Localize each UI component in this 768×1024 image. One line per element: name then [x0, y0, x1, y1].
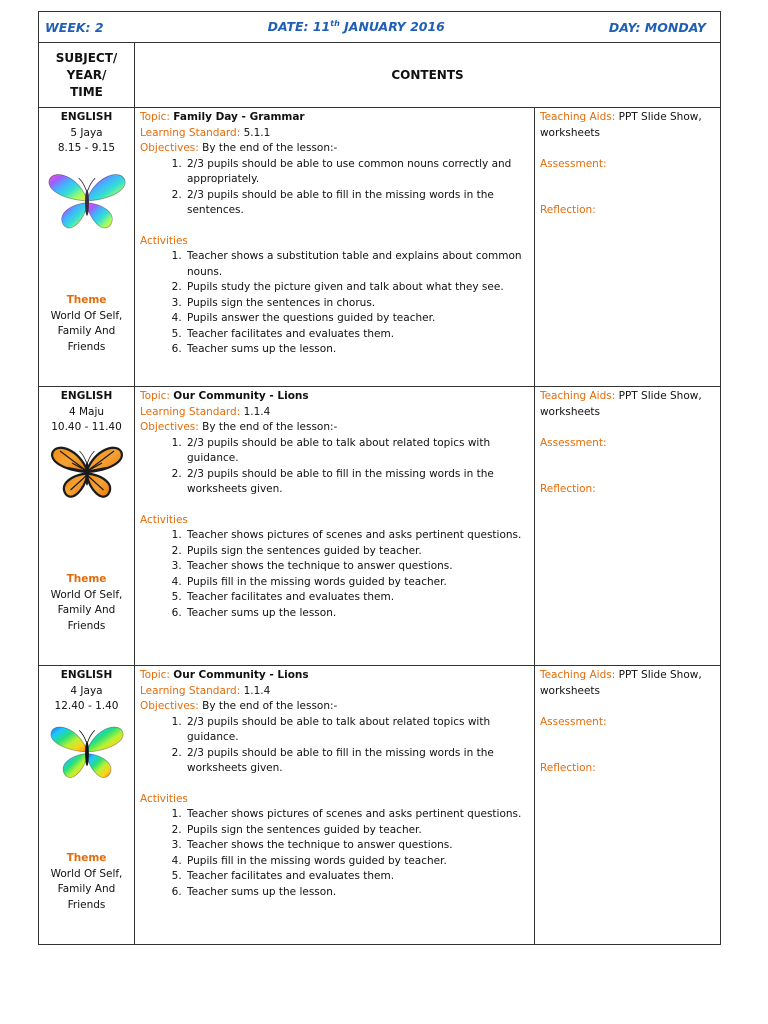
reflection-label: Reflection:: [539, 204, 596, 216]
week-label: WEEK: 2: [45, 19, 104, 35]
teaching-aids-line: Teaching Aids: PPT Slide Show, worksheets: [539, 669, 702, 697]
objective-item: 1. 2/3 pupils should be able to talk about related topics with guidance.: [185, 715, 529, 746]
activities-label: Activities: [140, 792, 188, 805]
objectives-list: [140, 157, 529, 219]
activity-item: 2. Pupils study the picture given and talk about what they see.: [185, 280, 529, 296]
lesson-row-2: [39, 387, 721, 666]
teaching-aids-line: Teaching Aids: PPT Slide Show, worksheets: [539, 111, 702, 139]
class-name: 4 Jaya: [70, 684, 103, 697]
lesson-subject-cell: [39, 387, 134, 665]
teaching-aids-line: Teaching Aids: PPT Slide Show, worksheets: [539, 390, 702, 418]
theme-label: Theme: [66, 852, 107, 864]
assessment-label: Assessment:: [539, 715, 607, 728]
subject-name: ENGLISH: [60, 390, 113, 402]
class-name: 5 Jaya: [70, 126, 103, 139]
activities-list: [140, 528, 529, 621]
lesson-notes-cell: [535, 108, 720, 219]
activity-item: 5. Teacher facilitates and evaluates them.: [185, 590, 529, 606]
lesson-time: 10.40 - 11.40: [51, 421, 122, 433]
gradient-butterfly-icon: [42, 721, 132, 783]
lesson-rows: [39, 108, 721, 945]
activity-item: 6. Teacher sums up the lesson.: [185, 342, 529, 358]
date-label: DATE: 11th JANUARY 2016: [267, 19, 445, 35]
class-name: 4 Maju: [68, 405, 105, 418]
objective-item: 1. 2/3 pupils should be able to use common nouns correctly and appropriately.: [185, 157, 529, 188]
objectives-line: Objectives: By the end of the lesson:-: [140, 700, 338, 712]
learning-standard-line: Learning Standard: 1.1.4: [140, 684, 271, 697]
lesson-time: 8.15 - 9.15: [57, 142, 116, 154]
activities-label: Activities: [140, 513, 188, 526]
theme-block: Theme World Of Self, Family And Friends: [39, 851, 134, 913]
objectives-line: Objectives: By the end of the lesson:-: [140, 142, 338, 154]
activity-item: 1. Teacher shows pictures of scenes and asks pertinent questions.: [185, 528, 529, 544]
learning-standard-line: Learning Standard: 5.1.1: [140, 126, 271, 139]
activity-item: 5. Teacher facilitates and evaluates them.: [185, 327, 529, 343]
lesson-plan-table: [38, 11, 721, 945]
subject-name: ENGLISH: [60, 111, 113, 123]
activity-item: 4. Pupils answer the questions guided by teacher.: [185, 311, 529, 327]
monarch-butterfly-icon: [44, 442, 130, 502]
topic-line: Topic: Family Day - Grammar: [140, 111, 305, 123]
activity-item: 3. Pupils sign the sentences in chorus.: [185, 296, 529, 312]
theme-label: Theme: [66, 294, 107, 306]
activity-item: 2. Pupils sign the sentences guided by teacher.: [185, 823, 529, 839]
objectives-line: Objectives: By the end of the lesson:-: [140, 421, 338, 433]
activity-item: 6. Teacher sums up the lesson.: [185, 885, 529, 901]
activity-item: 4. Pupils fill in the missing words guided by teacher.: [185, 575, 529, 591]
lesson-notes-cell: [535, 666, 720, 777]
reflection-label: Reflection:: [539, 762, 596, 774]
theme-block: Theme World Of Self, Family And Friends: [39, 572, 134, 634]
butterfly-slot: [42, 442, 132, 522]
activity-item: 1. Teacher shows pictures of scenes and asks pertinent questions.: [185, 807, 529, 823]
lesson-row-1: [39, 108, 721, 387]
theme-label: Theme: [66, 573, 107, 585]
lesson-notes-cell: [535, 387, 720, 498]
activity-item: 2. Pupils sign the sentences guided by teacher.: [185, 544, 529, 560]
lesson-subject-cell: [39, 666, 134, 944]
butterfly-slot: [42, 163, 132, 243]
contents-column-header: CONTENTS: [135, 43, 721, 108]
lesson-content-cell: [135, 108, 534, 358]
header-row: [39, 12, 721, 43]
lesson-content-cell: [135, 387, 534, 621]
theme-block: Theme World Of Self, Family And Friends: [39, 293, 134, 355]
reflection-label: Reflection:: [539, 483, 596, 495]
subject-column-header: SUBJECT/ YEAR/ TIME: [39, 43, 135, 108]
assessment-label: Assessment:: [539, 436, 607, 449]
activity-item: 3. Teacher shows the technique to answer questions.: [185, 559, 529, 575]
activity-item: 1. Teacher shows a substitution table and explains about common nouns.: [185, 249, 529, 280]
subject-name: ENGLISH: [60, 669, 113, 681]
activities-list: [140, 807, 529, 900]
assessment-label: Assessment:: [539, 157, 607, 170]
topic-line: Topic: Our Community - Lions: [140, 390, 309, 402]
activity-item: 4. Pupils fill in the missing words guided by teacher.: [185, 854, 529, 870]
activity-item: 3. Teacher shows the technique to answer questions.: [185, 838, 529, 854]
lesson-content-cell: [135, 666, 534, 900]
column-header-row: [39, 43, 721, 108]
lesson-plan-sheet: [38, 11, 721, 945]
objective-item: 1. 2/3 pupils should be able to talk about related topics with guidance.: [185, 436, 529, 467]
objective-item: 2. 2/3 pupils should be able to fill in the missing words in the sentences.: [185, 188, 529, 219]
learning-standard-line: Learning Standard: 1.1.4: [140, 405, 271, 418]
activity-item: 6. Teacher sums up the lesson.: [185, 606, 529, 622]
activities-list: [140, 249, 529, 358]
day-label: DAY: MONDAY: [608, 19, 706, 35]
activity-item: 5. Teacher facilitates and evaluates them.: [185, 869, 529, 885]
objectives-list: [140, 715, 529, 777]
objective-item: 2. 2/3 pupils should be able to fill in the missing words in the worksheets given.: [185, 746, 529, 777]
lesson-subject-cell: [39, 108, 134, 386]
lesson-row-3: [39, 666, 721, 945]
lesson-time: 12.40 - 1.40: [54, 700, 119, 712]
topic-line: Topic: Our Community - Lions: [140, 669, 309, 681]
objectives-list: [140, 436, 529, 498]
objective-item: 2. 2/3 pupils should be able to fill in the missing words in the worksheets given.: [185, 467, 529, 498]
rainbow-butterfly-icon: [46, 163, 128, 239]
activities-label: Activities: [140, 234, 188, 247]
butterfly-slot: [42, 721, 132, 801]
